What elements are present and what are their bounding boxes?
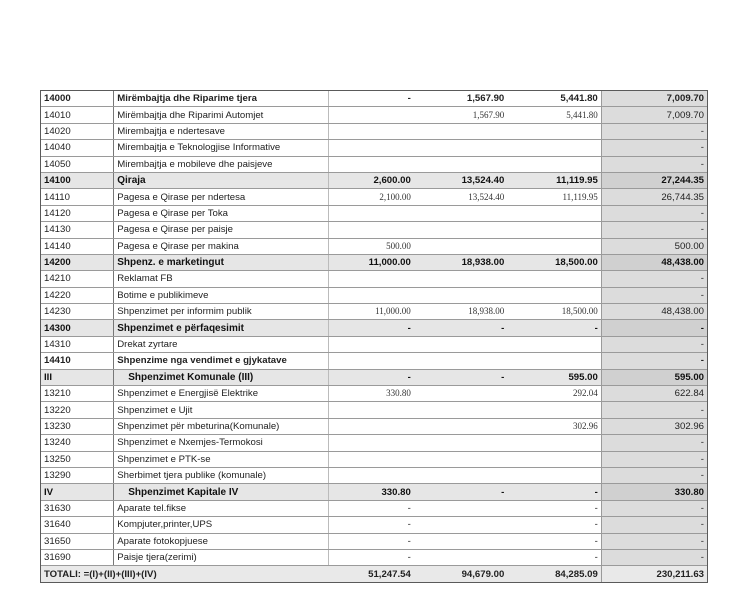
- row-value-2: [414, 467, 507, 483]
- row-value-3: 292.04: [507, 386, 601, 402]
- table-row: [41, 418, 707, 434]
- row-code: IV: [41, 484, 114, 500]
- row-description: Pagesa e Qirase per paisje: [114, 222, 329, 238]
- table-row: [41, 172, 707, 188]
- row-value-3: 5,441.80: [507, 91, 601, 107]
- row-total: 26,744.35: [601, 189, 707, 205]
- row-total: 7,009.70: [601, 107, 707, 123]
- row-value-1: [328, 140, 414, 156]
- row-total: -: [601, 435, 707, 451]
- row-description: Pagesa e Qirase per Toka: [114, 205, 329, 221]
- row-value-3: 5,441.80: [507, 107, 601, 123]
- row-value-2: 18,938.00: [414, 254, 507, 270]
- row-value-1: 2,100.00: [328, 189, 414, 205]
- row-code: 31650: [41, 533, 114, 549]
- row-code: 14130: [41, 222, 114, 238]
- row-value-1: 2,600.00: [328, 172, 414, 188]
- row-description: Drekat zyrtare: [114, 336, 329, 352]
- row-value-2: [414, 238, 507, 254]
- table-row: [41, 304, 707, 320]
- row-code: 13240: [41, 435, 114, 451]
- row-value-3: [507, 123, 601, 139]
- row-code: 14120: [41, 205, 114, 221]
- row-code: 14000: [41, 91, 114, 107]
- row-value-2: [414, 271, 507, 287]
- row-code: 14040: [41, 140, 114, 156]
- row-value-2: 13,524.40: [414, 189, 507, 205]
- row-value-1: -: [328, 500, 414, 516]
- table-body: [41, 91, 707, 582]
- row-value-3: 11,119.95: [507, 189, 601, 205]
- row-value-3: [507, 402, 601, 418]
- row-value-1: -: [328, 549, 414, 565]
- row-value-1: 330.80: [328, 386, 414, 402]
- row-total: -: [601, 402, 707, 418]
- budget-table: [40, 90, 708, 583]
- row-value-2: [414, 435, 507, 451]
- row-value-3: -: [507, 549, 601, 565]
- row-value-2: -: [414, 369, 507, 385]
- table-row: [41, 320, 707, 336]
- row-value-1: [328, 271, 414, 287]
- row-value-2: [414, 386, 507, 402]
- expenditure-table: [41, 91, 707, 582]
- row-value-1: [328, 336, 414, 352]
- row-value-2: [414, 451, 507, 467]
- row-description: Mirembajtja e mobileve dhe paisjeve: [114, 156, 329, 172]
- table-row: [41, 549, 707, 565]
- table-row: [41, 500, 707, 516]
- row-value-1: [328, 123, 414, 139]
- table-row: [41, 517, 707, 533]
- row-value-2: [414, 205, 507, 221]
- row-value-2: [414, 549, 507, 565]
- row-code: 14230: [41, 304, 114, 320]
- row-code: 13230: [41, 418, 114, 434]
- row-total: 500.00: [601, 238, 707, 254]
- row-total: -: [601, 517, 707, 533]
- row-value-1: 11,000.00: [328, 304, 414, 320]
- table-row: [41, 336, 707, 352]
- table-row: [41, 402, 707, 418]
- row-value-3: [507, 205, 601, 221]
- row-value-1: 11,000.00: [328, 254, 414, 270]
- row-total: -: [601, 533, 707, 549]
- table-row: [41, 287, 707, 303]
- row-value-3: [507, 353, 601, 369]
- row-code: 13210: [41, 386, 114, 402]
- row-description: Botime e publikimeve: [114, 287, 329, 303]
- table-row: [41, 222, 707, 238]
- row-value-3: [507, 238, 601, 254]
- row-total: -: [601, 287, 707, 303]
- row-value-3: [507, 156, 601, 172]
- row-total: 27,244.35: [601, 172, 707, 188]
- totals-grand-total: 230,211.63: [601, 566, 707, 582]
- row-description: Shpenzimet Komunale (III): [114, 369, 329, 385]
- row-value-1: -: [328, 533, 414, 549]
- totals-row: [41, 566, 707, 582]
- row-value-2: 13,524.40: [414, 172, 507, 188]
- row-value-2: [414, 336, 507, 352]
- row-value-2: [414, 353, 507, 369]
- row-value-1: [328, 205, 414, 221]
- row-total: 48,438.00: [601, 304, 707, 320]
- row-code: 14140: [41, 238, 114, 254]
- row-value-1: [328, 353, 414, 369]
- row-code: 13250: [41, 451, 114, 467]
- row-value-2: [414, 123, 507, 139]
- row-code: 31640: [41, 517, 114, 533]
- row-value-1: [328, 418, 414, 434]
- row-description: Shpenzimet e Nxemjes-Termokosi: [114, 435, 329, 451]
- row-value-3: 18,500.00: [507, 254, 601, 270]
- row-value-1: [328, 402, 414, 418]
- row-value-3: 11,119.95: [507, 172, 601, 188]
- row-description: Mirembajtja e ndertesave: [114, 123, 329, 139]
- row-total: -: [601, 320, 707, 336]
- row-value-2: 18,938.00: [414, 304, 507, 320]
- row-total: 7,009.70: [601, 91, 707, 107]
- row-total: 48,438.00: [601, 254, 707, 270]
- row-value-2: -: [414, 320, 507, 336]
- row-value-1: [328, 222, 414, 238]
- row-total: -: [601, 467, 707, 483]
- table-row: [41, 353, 707, 369]
- row-total: 622.84: [601, 386, 707, 402]
- row-value-1: [328, 156, 414, 172]
- row-description: Shpenzimet Kapitale IV: [114, 484, 329, 500]
- row-code: 14050: [41, 156, 114, 172]
- table-row: [41, 123, 707, 139]
- table-row: [41, 189, 707, 205]
- row-value-2: [414, 287, 507, 303]
- row-value-3: [507, 467, 601, 483]
- table-row: [41, 451, 707, 467]
- row-total: -: [601, 123, 707, 139]
- row-value-2: -: [414, 484, 507, 500]
- row-value-3: -: [507, 484, 601, 500]
- row-total: -: [601, 549, 707, 565]
- table-row: [41, 271, 707, 287]
- row-description: Shpenzimet për mbeturina(Komunale): [114, 418, 329, 434]
- row-value-1: -: [328, 91, 414, 107]
- table-row: [41, 91, 707, 107]
- table-row: [41, 107, 707, 123]
- row-code: 13290: [41, 467, 114, 483]
- table-row: [41, 484, 707, 500]
- row-description: Aparate tel.fikse: [114, 500, 329, 516]
- table-row: [41, 254, 707, 270]
- row-code: 14200: [41, 254, 114, 270]
- row-value-1: [328, 451, 414, 467]
- row-code: 14020: [41, 123, 114, 139]
- row-code: 14110: [41, 189, 114, 205]
- row-value-1: [328, 467, 414, 483]
- table-row: [41, 238, 707, 254]
- totals-value-2: 94,679.00: [414, 566, 507, 582]
- row-description: Pagesa e Qirase per ndertesa: [114, 189, 329, 205]
- row-value-2: [414, 517, 507, 533]
- row-total: -: [601, 500, 707, 516]
- row-description: Shpenzimet e PTK-se: [114, 451, 329, 467]
- row-value-1: 500.00: [328, 238, 414, 254]
- row-code: 14210: [41, 271, 114, 287]
- table-row: [41, 205, 707, 221]
- row-code: 14310: [41, 336, 114, 352]
- row-description: Reklamat FB: [114, 271, 329, 287]
- row-value-3: -: [507, 517, 601, 533]
- row-value-3: [507, 451, 601, 467]
- row-code: III: [41, 369, 114, 385]
- row-total: 330.80: [601, 484, 707, 500]
- row-code: 14010: [41, 107, 114, 123]
- row-value-3: 18,500.00: [507, 304, 601, 320]
- row-value-3: -: [507, 500, 601, 516]
- row-value-2: [414, 402, 507, 418]
- table-row: [41, 435, 707, 451]
- row-value-3: -: [507, 320, 601, 336]
- row-value-1: [328, 435, 414, 451]
- row-code: 31630: [41, 500, 114, 516]
- table-row: [41, 156, 707, 172]
- row-value-3: [507, 435, 601, 451]
- row-total: -: [601, 140, 707, 156]
- row-value-1: [328, 107, 414, 123]
- totals-value-3: 84,285.09: [507, 566, 601, 582]
- row-description: Paisje tjera(zerimi): [114, 549, 329, 565]
- row-description: Shpenzime nga vendimet e gjykatave: [114, 353, 329, 369]
- row-code: 14100: [41, 172, 114, 188]
- row-total: 595.00: [601, 369, 707, 385]
- table-row: [41, 386, 707, 402]
- row-total: 302.96: [601, 418, 707, 434]
- row-description: Shpenzimet per informim publik: [114, 304, 329, 320]
- row-description: Mirëmbajtja dhe Riparime tjera: [114, 91, 329, 107]
- row-total: -: [601, 156, 707, 172]
- row-value-3: [507, 287, 601, 303]
- row-description: Mirëmbajtja dhe Riparimi Automjet: [114, 107, 329, 123]
- row-description: Shpenzimet e përfaqesimit: [114, 320, 329, 336]
- table-row: [41, 140, 707, 156]
- row-value-3: [507, 271, 601, 287]
- row-description: Shpenzimet e Energjisë Elektrike: [114, 386, 329, 402]
- row-value-3: -: [507, 533, 601, 549]
- row-value-1: -: [328, 517, 414, 533]
- row-value-2: [414, 140, 507, 156]
- row-value-3: [507, 336, 601, 352]
- row-value-3: 302.96: [507, 418, 601, 434]
- row-code: 31690: [41, 549, 114, 565]
- row-code: 14410: [41, 353, 114, 369]
- totals-value-1: 51,247.54: [328, 566, 414, 582]
- row-value-2: [414, 533, 507, 549]
- table-row: [41, 533, 707, 549]
- totals-label: TOTALI: =(I)+(II)+(III)+(IV): [41, 566, 328, 582]
- row-value-3: 595.00: [507, 369, 601, 385]
- row-total: -: [601, 205, 707, 221]
- row-description: Qiraja: [114, 172, 329, 188]
- table-row: [41, 467, 707, 483]
- row-value-2: [414, 156, 507, 172]
- table-row: [41, 369, 707, 385]
- row-value-1: 330.80: [328, 484, 414, 500]
- row-value-2: [414, 418, 507, 434]
- row-code: 14220: [41, 287, 114, 303]
- row-value-1: -: [328, 369, 414, 385]
- row-description: Mirembajtja e Teknologjise Informative: [114, 140, 329, 156]
- row-value-3: [507, 140, 601, 156]
- row-code: 14300: [41, 320, 114, 336]
- row-value-3: [507, 222, 601, 238]
- row-value-2: 1,567.90: [414, 107, 507, 123]
- row-value-2: [414, 500, 507, 516]
- row-code: 13220: [41, 402, 114, 418]
- row-value-1: [328, 287, 414, 303]
- row-description: Shpenz. e marketingut: [114, 254, 329, 270]
- row-description: Pagesa e Qirase per makina: [114, 238, 329, 254]
- row-value-1: -: [328, 320, 414, 336]
- row-total: -: [601, 271, 707, 287]
- row-total: -: [601, 451, 707, 467]
- row-total: -: [601, 353, 707, 369]
- row-description: Sherbimet tjera publike (komunale): [114, 467, 329, 483]
- row-total: -: [601, 336, 707, 352]
- row-description: Shpenzimet e Ujit: [114, 402, 329, 418]
- row-value-2: 1,567.90: [414, 91, 507, 107]
- row-value-2: [414, 222, 507, 238]
- row-description: Kompjuter,printer,UPS: [114, 517, 329, 533]
- row-description: Aparate fotokopjuese: [114, 533, 329, 549]
- row-total: -: [601, 222, 707, 238]
